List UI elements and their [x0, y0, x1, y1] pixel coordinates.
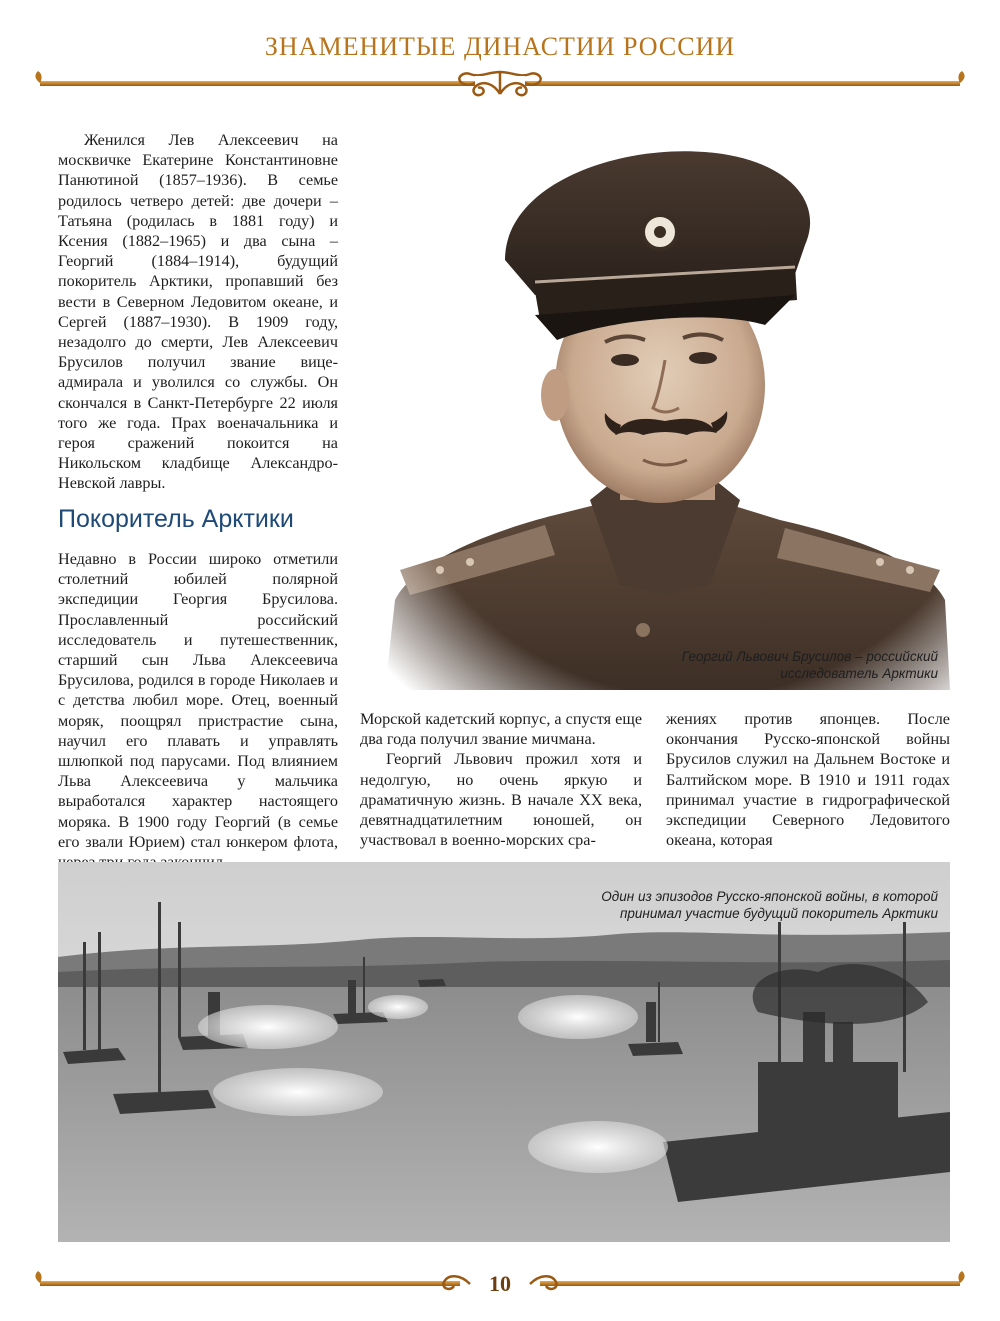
- section-heading: Покоритель Арктики: [58, 505, 294, 533]
- header-ornament: [30, 66, 970, 102]
- intro-text: [58, 130, 338, 494]
- column-1-text: Недавно в России широко отметили столетний юбилей полярной экспедиции Георгия Брусилова. Прославленный российский исследователь и путешественник, старший сын Льва Алексеевича Брусилова, родился в городе Николаев и с детства любил море. Отец, военный моряк, поощрял пристрастие сына, научил его плавать и управлять шлюпкой под парусами. Под влиянием Льва Алексеевича у мальчика выработался характер настоящего моряка. В 1900 году Георгий (в семье его звали Юрием) стал юнкером флота,: [58, 550, 338, 851]
- running-header: ЗНАМЕНИТЫЕ ДИНАСТИИ РОССИИ: [264, 32, 736, 61]
- article-column-3: [666, 709, 950, 850]
- column-2-paragraph-1: Морской кадетский корпус, а спустя еще два года получил звание мичмана.: [360, 710, 642, 749]
- portrait-photo: [385, 130, 950, 690]
- column-3-text: жениях против японцев. После окончания Русско-японской войны Брусилов служил на Дальнем Востоке и Балтийском море. В 1910 и 1911 годах принимал участие в гидрографической экспедиции Северного Ледовитого океана, которая: [666, 710, 950, 850]
- column-2-paragraph-2: Георгий Львович прожил хотя и недолгую, но очень яркую и драматичную жизнь. В начале XX века, девятнадцатилетним юношей, он участвовал в военно-морских сра-: [360, 750, 642, 850]
- portrait-caption: Георгий Львович Брусилов – российский исследователь Арктики: [681, 649, 938, 681]
- article-column-2: [360, 709, 642, 850]
- article-column-1: [58, 549, 338, 872]
- page-number: 10: [489, 1271, 511, 1296]
- intro-paragraph: Женился Лев Алексеевич на москвичке Екатерине Константиновне Панютиной (1857–1936). В семье родилось четверо детей: две дочери – Татьяна (родилась в 1881 году) и Ксения (1882–1965) и два сына – Георгий (1884–1914), будущий покоритель Арктики, пропавший без вести в Северном Ледовитом океане, и Сергей (1887–1930). В 1909 году, незадолго до смерти, Лев Алексеевич Брусилов получил звание вице-адмирала и уволился со службы. Он скончался в Санкт-Петербурге 22 июля того же года. Прах военачальника и героя сражений покоится на Никольском кладбище Александро-Невской лавры.: [58, 131, 338, 493]
- battle-caption: Один из эпизодов Русско-японской войны, в которой принимал участие будущий покоритель Арктики: [601, 889, 938, 921]
